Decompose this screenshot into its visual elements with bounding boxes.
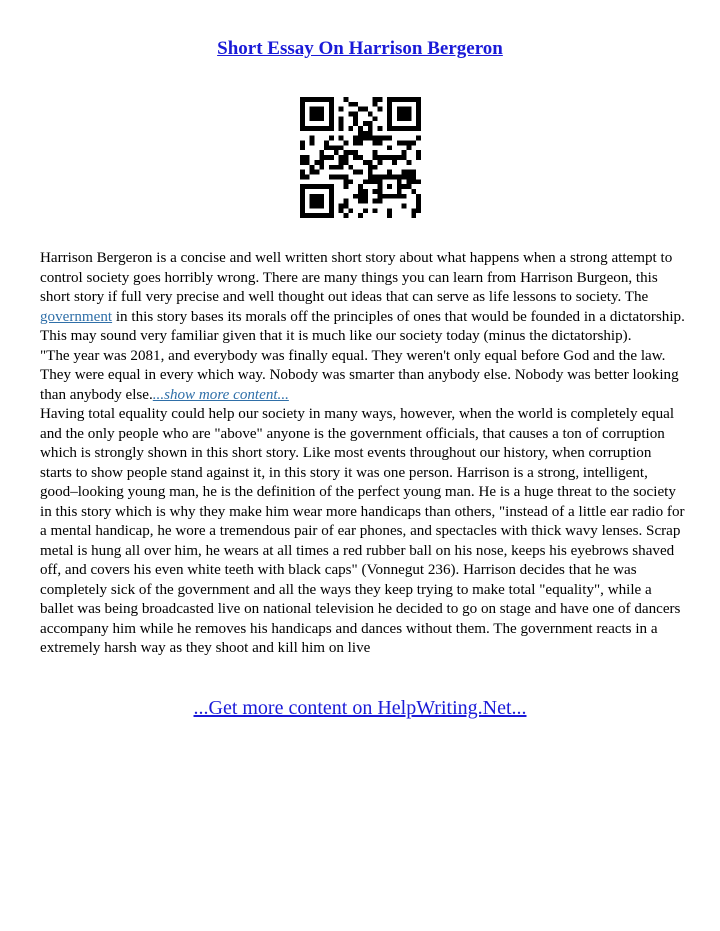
cta-line [0, 697, 720, 720]
title-link[interactable]: Short Essay On Harrison Bergeron [217, 38, 503, 59]
government-link[interactable]: government [40, 308, 113, 325]
helpwriting-link[interactable]: ...Get more content on HelpWriting.Net... [193, 697, 527, 719]
show-more-link[interactable]: ...show more content... [152, 386, 289, 403]
paragraph-3: Having total equality could help our society in many ways, however, when the world is completely equal and the only people who are "above" anyone is the government officials, that causes a ton of corruption which is strongly shown in this short story. Like most events throughout our history, when corruption starts to show people stand against it, in this story it was one person. Harrison is a strong, intelligent, good–looking young man, he is the definition of the perfect young man. He is a huge threat to the society in this story which is why they make him wear more handicaps than others, "instead of a little ear radio for a mental handicap, he wore a tremendous pair of ear phones, and spectacles with thick wavy lenses. Scrap metal is hung all over him, he wears at all times a red rubber ball on his nose, keeps his eyebrows shaved off, and covers his even white teeth with black caps" (Vonnegut 236). Harrison decides that he was completely sick of the government and all the ways they keep trying to make total "equality", while a ballet was being broadcasted live on national television he decided to go on stage and have one of dancers accompany him while he removes his handicaps and dances without them. The government reacts in a extremely harsh way as they shoot and kill him on live [40, 406, 685, 656]
page-title [0, 38, 720, 60]
paragraph-2: "The year was 2081, and everybody was finally equal. They weren't only equal before God and the law. They were equal in every which way. Nobody was smarter than anybody else. Nobody was better looking than anybody else....show more content... [40, 347, 679, 403]
paragraph-1: Harrison Bergeron is a concise and well written short story about what happens when a strong attempt to control society goes horribly wrong. There are many things you can learn from Harrison Burgeon, this short story if full very precise and well thought out ideas that can serve as life lessons to society. The government in this story bases its morals off the principles of ones that would be founded in a dictatorship. This may sound very familiar given that it is much like our society today (minus the dictatorship). [40, 250, 685, 344]
essay-body [40, 249, 685, 659]
qr-code-image [300, 97, 421, 218]
